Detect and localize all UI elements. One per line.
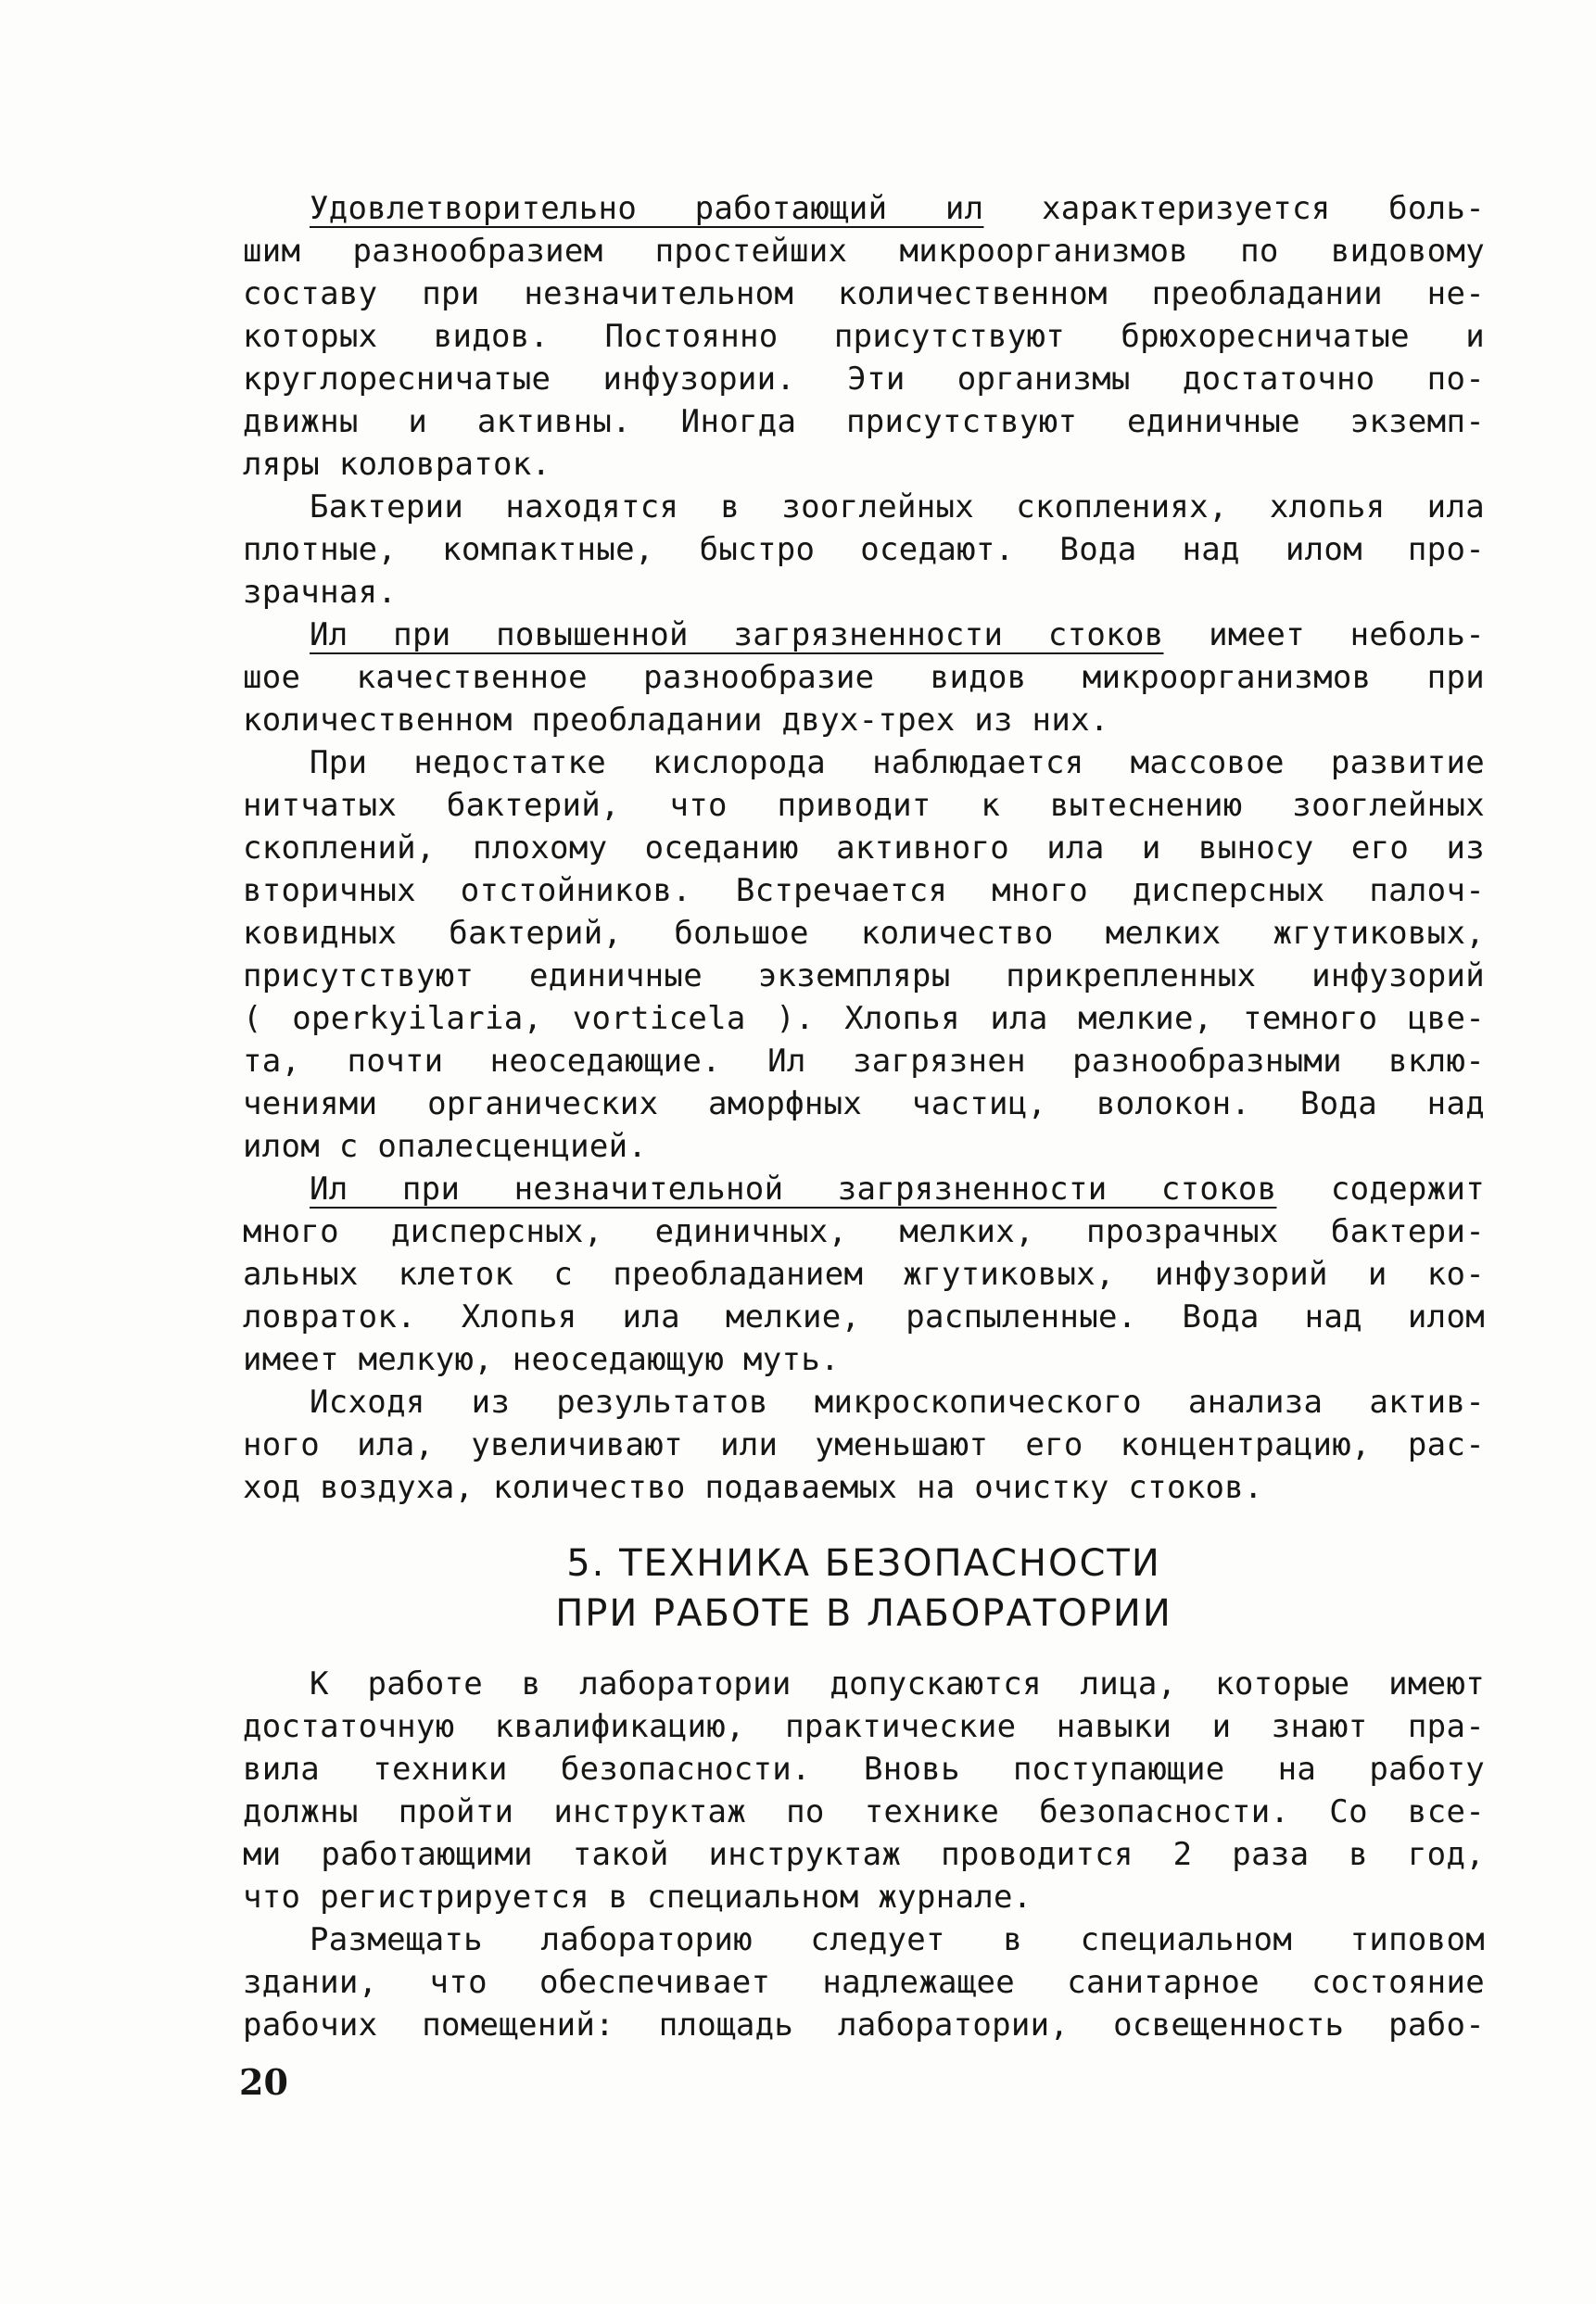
text-line: количественном преобладании двух-трех из них.: [243, 702, 1109, 739]
text-line: ковидных бактерий, большое количество мелких жгутиковых,: [243, 915, 1485, 952]
section-heading-line1: 5. ТЕХНИКА БЕЗОПАСНОСТИ: [566, 1542, 1161, 1585]
text-line: скоплений, плохому оседанию активного ила и выносу его из: [243, 829, 1485, 867]
text-line: альных клеток с преобладанием жгутиковых, инфузорий и ко-: [243, 1256, 1485, 1293]
text-line: ( operkyilaria, vorticela ). Хлопья ила мелкие, темного цве-: [243, 1000, 1485, 1037]
section-heading-line2: ПРИ РАБОТЕ В ЛАБОРАТОРИИ: [555, 1592, 1172, 1635]
text-line: вторичных отстойников. Встречается много дисперсных палоч-: [243, 872, 1485, 909]
text-line: рабочих помещений: площадь лаборатории, освещенность рабо-: [243, 2007, 1485, 2044]
text-line: много дисперсных, единичных, мелких, прозрачных бактери-: [243, 1213, 1485, 1250]
text-line: ляры коловраток.: [243, 446, 551, 483]
text-line: должны пройти инструктаж по технике безопасности. Со все-: [243, 1793, 1485, 1830]
body-text-bottom: [243, 1663, 1485, 2046]
text-line: ловраток. Хлопья ила мелкие, распыленные. Вода над илом: [243, 1298, 1485, 1336]
text-line: достаточную квалификацию, практические навыки и знают пра-: [243, 1708, 1485, 1745]
text-line: Ил при повышенной загрязненности стоков имеет неболь-: [310, 616, 1485, 653]
text-line: К работе в лаборатории допускаются лица, которые имеют: [310, 1665, 1485, 1703]
text-line: имеет мелкую, неоседающую муть.: [243, 1341, 840, 1378]
text-line: Бактерии находятся в зооглейных скоплениях, хлопья ила: [310, 488, 1485, 525]
text-line: илом с опалесценцией.: [243, 1128, 648, 1165]
text-line: плотные, компактные, быстро оседают. Вода над илом про-: [243, 531, 1485, 568]
text-line: присутствуют единичные экземпляры прикрепленных инфузорий: [243, 957, 1485, 994]
text-line: составу при незначительном количественном преобладании не-: [243, 275, 1485, 312]
text-line: движны и активны. Иногда присутствуют единичные экземп-: [243, 403, 1485, 440]
text-line: Исходя из результатов микроскопического анализа актив-: [310, 1384, 1485, 1421]
section-heading: [243, 1538, 1485, 1639]
text-line: зрачная.: [243, 574, 398, 611]
text-line: ми работающими такой инструктаж проводится 2 раза в год,: [243, 1836, 1485, 1873]
page-number: 20: [239, 2061, 288, 2103]
text-line: нитчатых бактерий, что приводит к вытеснению зооглейных: [243, 787, 1485, 824]
text-line: чениями органических аморфных частиц, волокон. Вода над: [243, 1085, 1485, 1122]
text-line: которых видов. Постоянно присутствуют брюхоресничатые и: [243, 318, 1485, 355]
text-line: та, почти неоседающие. Ил загрязнен разнообразными вклю-: [243, 1043, 1485, 1080]
text-line: Ил при незначительной загрязненности стоков содержит: [310, 1171, 1485, 1208]
text-line: что регистрируется в специальном журнале.: [243, 1879, 1032, 1916]
text-line: круглоресничатые инфузории. Эти организмы достаточно по-: [243, 361, 1485, 398]
text-line: вила техники безопасности. Вновь поступающие на работу: [243, 1751, 1485, 1788]
body-text-top: [243, 187, 1485, 1509]
text-line: здании, что обеспечивает надлежащее санитарное состояние: [243, 1964, 1485, 2001]
text-line: ного ила, увеличивают или уменьшают его концентрацию, рас-: [243, 1426, 1485, 1463]
text-line: Размещать лабораторию следует в специальном типовом: [310, 1921, 1485, 1958]
text-line: Удовлетворительно работающий ил характеризуется боль-: [310, 190, 1485, 227]
text-line: шим разнообразием простейших микроорганизмов по видовому: [243, 233, 1485, 270]
text-line: При недостатке кислорода наблюдается массовое развитие: [310, 744, 1485, 781]
text-line: ход воздуха, количество подаваемых на очистку стоков.: [243, 1469, 1263, 1506]
text-line: шое качественное разнообразие видов микроорганизмов при: [243, 659, 1485, 696]
